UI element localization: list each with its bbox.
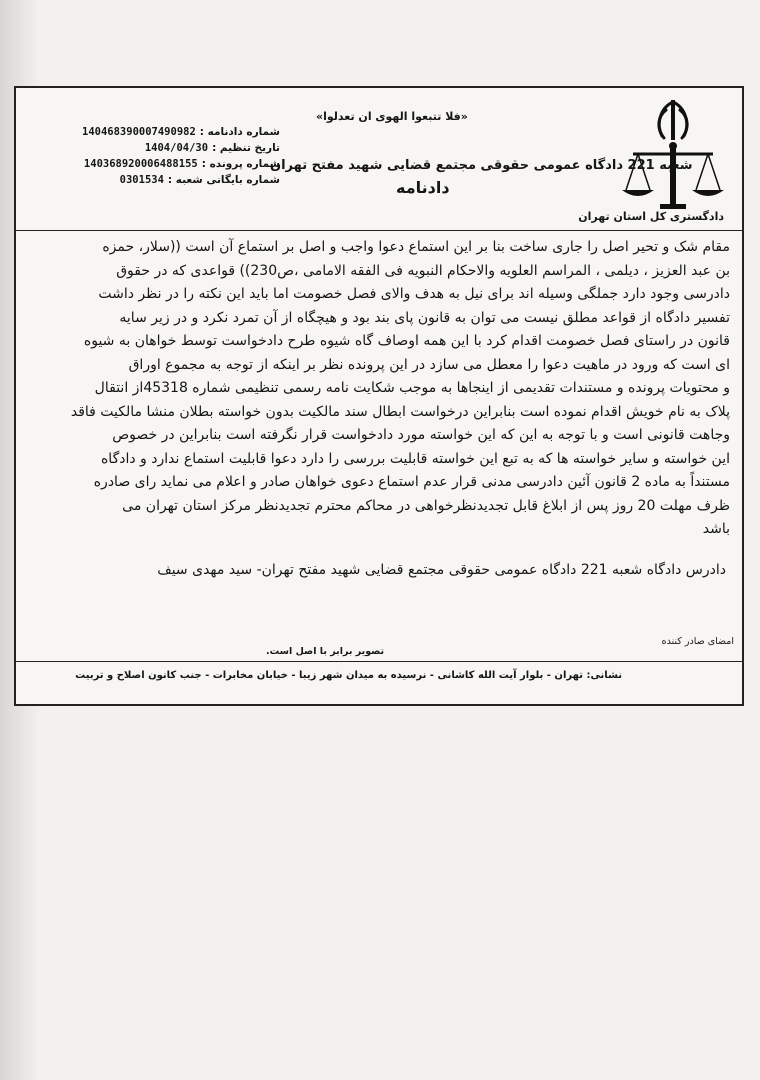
body-line: تفسیر دادگاه از قواعد مطلق نیست می توان به قانون پای بند بود و هیچگاه از آن تمرد نکرد و در زیر سایه bbox=[119, 309, 730, 326]
case-metadata bbox=[80, 124, 280, 188]
archive-number-row bbox=[80, 172, 280, 188]
judge-signature-line: دادرس دادگاه شعبه 221 دادگاه عمومی حقوقی مجتمع قضایی شهید مفتح تهران- سید مهدی سیف bbox=[157, 562, 726, 578]
document-title: دادنامه bbox=[396, 178, 450, 197]
case-number-value: 140368920006488155 bbox=[83, 158, 198, 170]
court-branch-line: شعبه 221 دادگاه عمومی حقوقی مجتمع قضایی شهید مفتح تهران bbox=[270, 158, 693, 173]
body-line: مقام شک و تحیر اصل را جاری ساخت بنا بر این استماع دعوا واجب و اصل بر استماع آن است ((سلار، حمزه bbox=[102, 239, 730, 255]
verdict-number-label: شماره دادنامه : bbox=[199, 126, 280, 138]
body-line: پلاک به نام خویش اقدام نموده است بنابراین درخواست ابطال سند مالکیت بدون خواسته بطلان منشا مالکیت فاقد bbox=[70, 403, 730, 420]
quran-verse: «فلا تتبعوا الهوى ان تعدلوا» bbox=[316, 110, 468, 123]
archive-number-label: شماره بایگانی شعبه : bbox=[167, 174, 280, 186]
verdict-document bbox=[14, 86, 744, 706]
issue-date-label: تاریخ تنظیم : bbox=[212, 142, 280, 154]
body-line: دادرسی وجود دارد جملگی وسیله اند برای نیل به هدف والای فصل خصومت اما باید این نکته را در نظر داشت bbox=[98, 286, 730, 302]
organization-name: دادگستری کل استان تهران bbox=[578, 210, 724, 223]
body-line: وجاهت قانونی است و با توجه به این که این خواسته مورد دادخواست قرار نگرفته است بنابراین در خصوص bbox=[112, 427, 730, 443]
body-line: بن عبد العزیز ، دیلمی ، المراسم العلویه والاحکام النبویه فی الفقه الامامی ،ص230)) قواعدی که در حقوق bbox=[116, 262, 730, 279]
document-footer bbox=[16, 646, 742, 704]
verdict-number-row bbox=[80, 124, 280, 140]
court-address: نشانی: تهران - بلوار آیت الله کاشانی - نرسیده به میدان شهر زیبا - خیابان مخابرات - جنب کانون اصلاح و تربیت bbox=[75, 670, 622, 681]
verdict-number-value: 140468390007490982 bbox=[82, 126, 196, 138]
issue-date-row bbox=[80, 140, 280, 156]
verdict-body bbox=[28, 236, 730, 542]
issue-date-value: 1404/04/30 bbox=[144, 142, 209, 154]
true-copy-note: تصویر برابر با اصل است. bbox=[266, 646, 385, 657]
judiciary-emblem-icon bbox=[618, 94, 728, 214]
body-line: باشد bbox=[702, 521, 730, 537]
archive-number-value: 0301534 bbox=[119, 174, 164, 186]
body-line: این خواسته و سایر خواسته ها که به تبع این خواسته قابلیت بررسی را دارد دعوا قابلیت استماع ندارد و دادگاه bbox=[100, 450, 730, 467]
case-number-row bbox=[80, 156, 280, 172]
signature-label: امضای صادر کننده bbox=[661, 636, 734, 647]
body-line: قانون در راستای فصل خصومت اقدام کرد با این همه اوصاف گاه شیوه طرح دادخواست توسط خواهان به شیوه bbox=[83, 333, 730, 349]
body-line: ای است که ورود در ماهیت دعوا را معطل می سازد در این پرونده نظر بر اینکه از توجه به مجموع اوراق bbox=[128, 356, 730, 373]
document-header bbox=[16, 88, 742, 231]
body-line: و محتویات پرونده و مستندات تقدیمی از اینجاها به موجب شکایت نامه رسمی تنظیمی شماره 45318از انتقال bbox=[94, 380, 730, 396]
body-line: ظرف مهلت 20 روز پس از ابلاغ قابل تجدیدنظرخواهی در محاکم محترم تجدیدنظر مرکز استان تهران می bbox=[122, 497, 730, 514]
body-line: مستنداً به ماده 2 قانون آئین دادرسی مدنی قرار عدم استماع دعوی خواهان صادر و اعلام می نماید رای صادره bbox=[93, 474, 730, 490]
case-number-label: شماره پرونده : bbox=[201, 158, 280, 170]
